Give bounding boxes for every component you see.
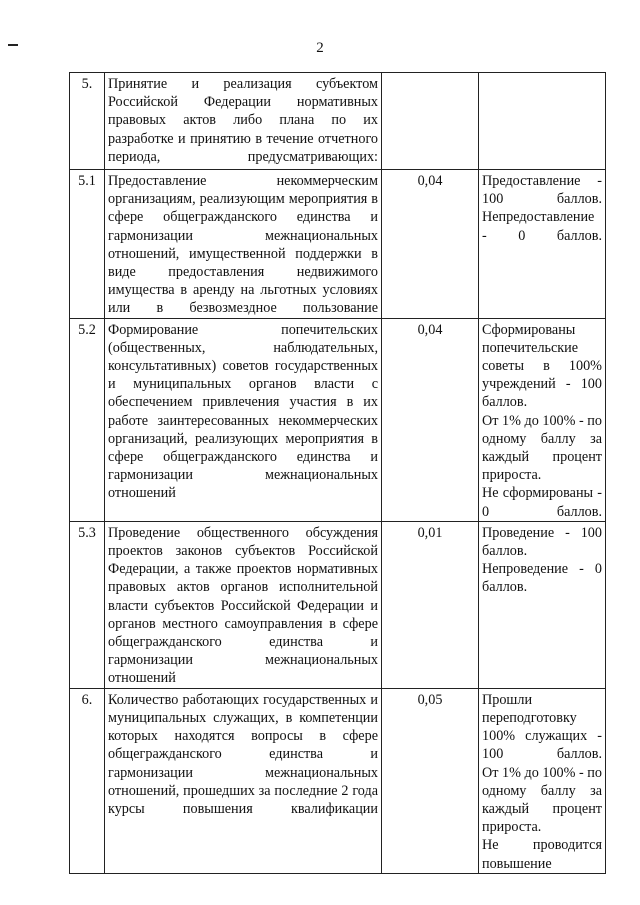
table-row-6 <box>70 688 606 873</box>
score-text: Предоставление - 100 баллов. Непредоставление - 0 баллов. <box>482 173 602 244</box>
row-number: 5.3 <box>70 521 105 688</box>
description-text: Предоставление некоммерческим организациям, реализующим мероприятия в сфере общегражданского единства и гармонизации межнациональных отношений, имущественной поддержки в виде предоставления недвижимого имущества в аренду на льготных условиях или в безвозмездное пользование <box>108 173 378 317</box>
row-description <box>105 521 382 688</box>
score-text: Проведение - 100 баллов. Непроведение - 0 баллов. <box>482 524 602 596</box>
row-weight: 0,04 <box>382 170 479 319</box>
row-description <box>105 688 382 873</box>
row-score <box>479 318 606 521</box>
page-number: 2 <box>316 40 324 56</box>
criteria-table <box>69 72 606 874</box>
row-score <box>479 688 606 873</box>
description-text: Проведение общественного обсуждения проектов законов субъектов Российской Федерации, а также проектов нормативных правовых актов органов исполнительной власти субъектов Российской Федерации и органов местного самоуправления в сфере общегражданского единства и гармонизации межнациональных отношений <box>108 524 378 687</box>
row-description <box>105 318 382 521</box>
score-text: Прошли переподготовку 100% служащих - 100 баллов. От 1% до 100% - по одному баллу за каждый процент прироста. Не проводится повышение <box>482 691 602 872</box>
row-weight: 0,04 <box>382 318 479 521</box>
row-description <box>105 170 382 319</box>
row-weight <box>382 73 479 170</box>
table-row-5 <box>70 73 606 170</box>
row-score <box>479 521 606 688</box>
row-score <box>479 170 606 319</box>
row-weight: 0,05 <box>382 688 479 873</box>
description-text: Формирование попечительских (общественных, наблюдательных, консультативных) советов государственных и муниципальных органов власти с обеспечением привлечения участия в их работе заинтересованных некоммерческих организаций, реализующих мероприятия в сфере общегражданского единства и гармонизации межнациональных отношений <box>108 321 378 502</box>
row-number: 5.2 <box>70 318 105 521</box>
score-text: Сформированы попечительские советы в 100% учреждений - 100 баллов. От 1% до 100% - по одному баллу за каждый процент прироста. Не сформированы - 0 баллов. <box>482 321 602 520</box>
table-row-5-3 <box>70 521 606 688</box>
table-row-5-2 <box>70 318 606 521</box>
row-number: 5.1 <box>70 170 105 319</box>
row-description <box>105 73 382 170</box>
table-row-5-1 <box>70 170 606 319</box>
row-weight: 0,01 <box>382 521 479 688</box>
row-score <box>479 73 606 170</box>
description-text: Количество работающих государственных и муниципальных служащих, в компетенции которых находятся вопросы в сфере общегражданского единства и гармонизации межнациональных отношений, прошедших за последние 2 года курсы повышения квалификации <box>108 691 378 817</box>
row-number: 5. <box>70 73 105 170</box>
description-text: Принятие и реализация субъектом Российской Федерации нормативных правовых актов либо плана по их разработке и принятию в течение отчетного периода, предусматривающих: <box>108 76 378 165</box>
row-number: 6. <box>70 688 105 873</box>
